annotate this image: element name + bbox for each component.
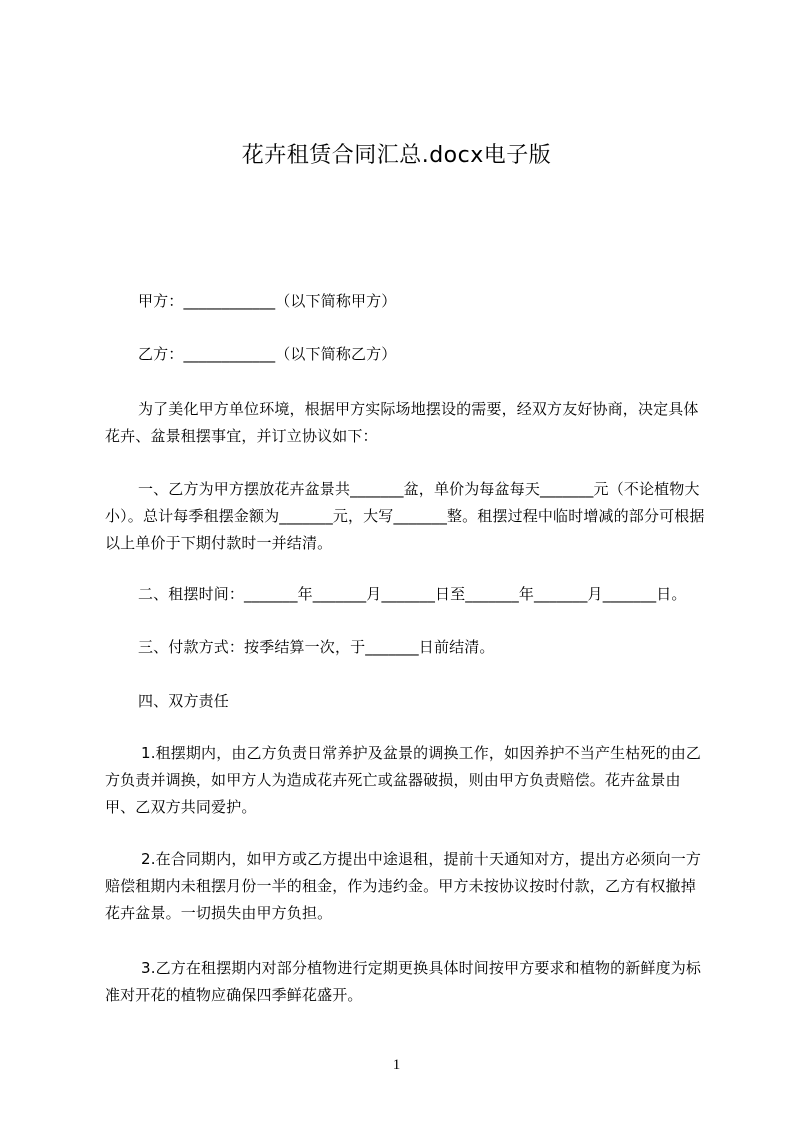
party-b-line: 乙方：____________（以下简称乙方） <box>138 345 397 363</box>
page-number: 1 <box>392 1057 401 1073</box>
document-title: 花卉租赁合同汇总.docx电子版 <box>241 143 552 168</box>
party-a-line: 甲方：____________（以下简称甲方） <box>138 292 397 310</box>
clause-2-paragraph: 二、租摆时间：_______年_______月_______日至_______年_______月_______日。 <box>138 585 687 603</box>
responsibility-item-1: 1.租摆期内，由乙方负责日常养护及盆景的调换工作，如因养护不当产生枯死的由乙方负责并调换，如甲方人为造成花卉死亡或盆器破损，则由甲方负责赔偿。花卉盆景由甲、乙双方共同爱护。 <box>105 744 702 816</box>
clause-3-paragraph: 三、付款方式：按季结算一次，于_______日前结清。 <box>138 638 495 656</box>
clause-1-paragraph: 一、乙方为甲方摆放花卉盆景共_______盆，单价为每盆每天_______元（不论植物大小）。总计每季租摆金额为_______元，大写_______整。租摆过程中临时增减的部分可根据以上单价于下期付款时一并结清。 <box>105 480 705 552</box>
responsibility-item-2: 2.在合同期内，如甲方或乙方提出中途退租，提前十天通知对方，提出方必须向一方赔偿租期内未租摆月份一半的租金，作为违约金。甲方未按协议按时付款，乙方有权撤掉花卉盆景。一切损失由甲方负担。 <box>105 850 702 922</box>
intro-paragraph: 为了美化甲方单位环境，根据甲方实际场地摆设的需要，经双方友好协商，决定具体花卉、盆景租摆事宜，并订立协议如下： <box>105 400 699 445</box>
clause-4-heading: 四、双方责任 <box>138 692 229 710</box>
responsibility-item-3: 3.乙方在租摆期内对部分植物进行定期更换具体时间按甲方要求和植物的新鲜度为标准对开花的植物应确保四季鲜花盛开。 <box>105 959 702 1004</box>
